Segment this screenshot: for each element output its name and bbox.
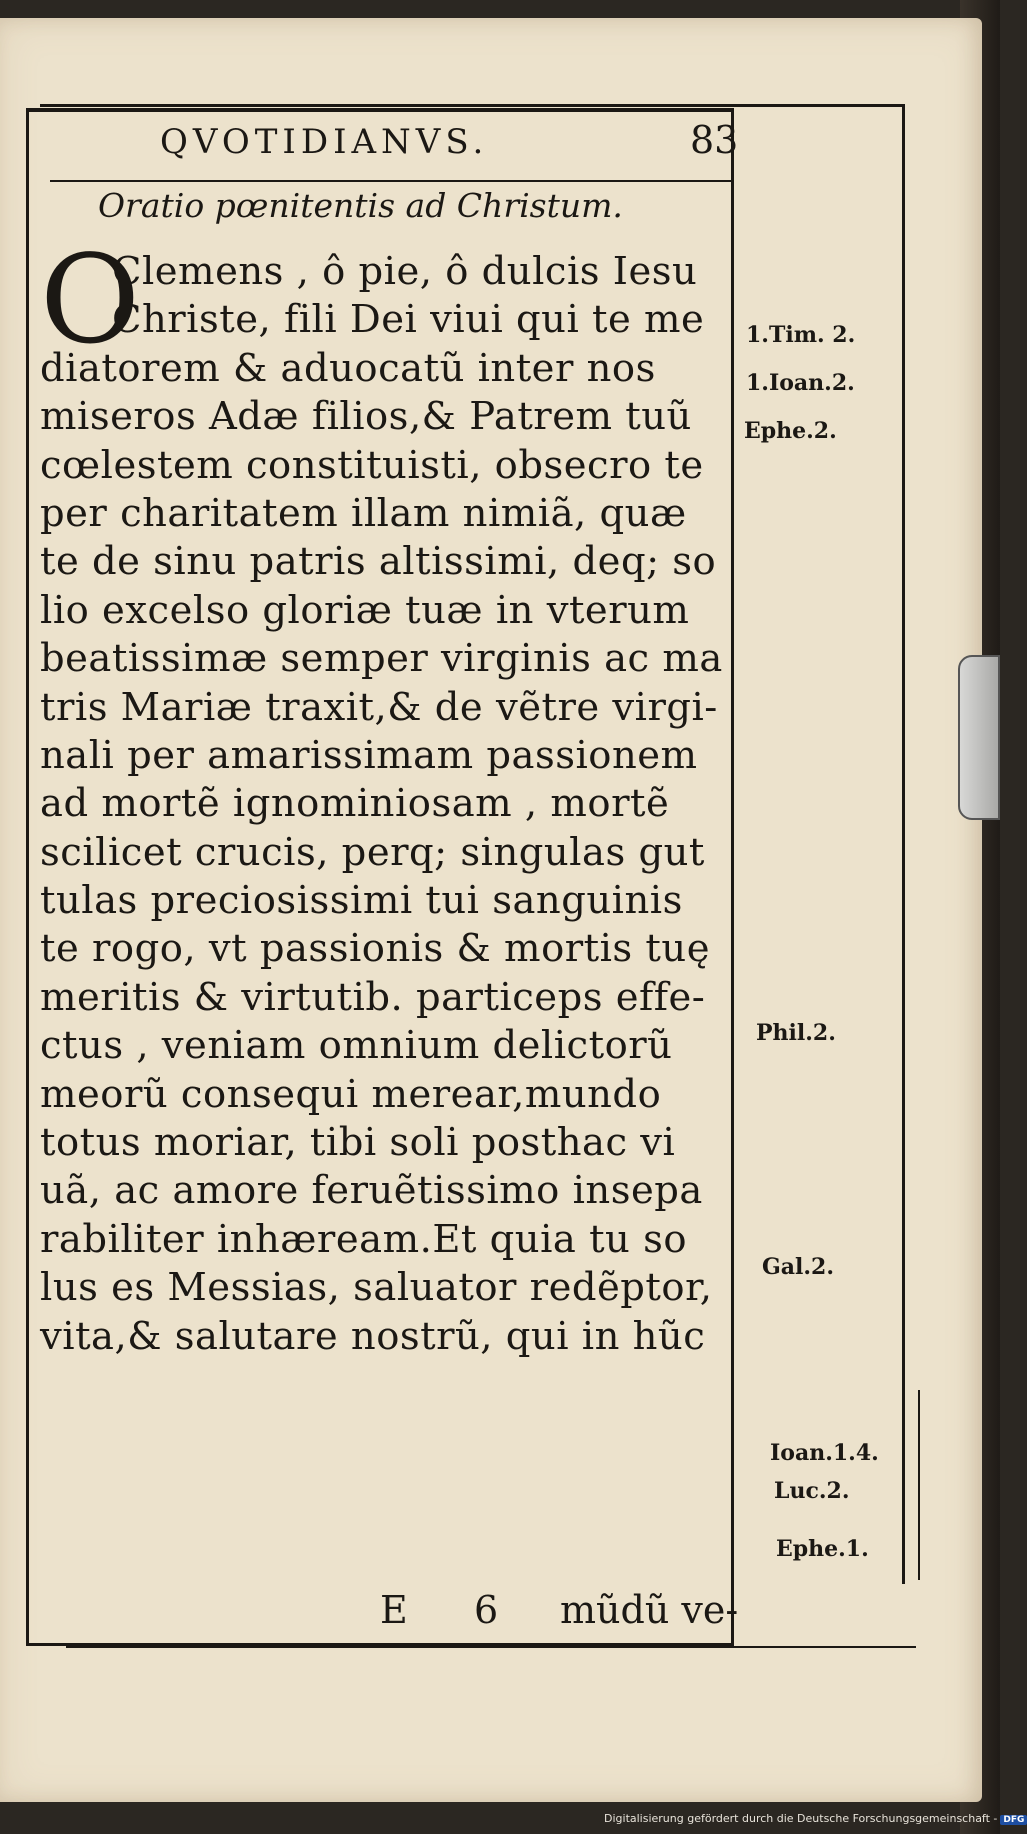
text-line: ad mortẽ ignominiosam , mortẽ — [40, 781, 670, 827]
page-header — [150, 118, 739, 174]
text-line: lio excelso gloriæ tuæ in vterum — [40, 587, 690, 633]
text-line: te de sinu patris altissimi, deq; so — [40, 539, 717, 585]
drop-cap: O — [40, 229, 141, 371]
margin-note-1ioan: 1.Ioan.2. — [746, 370, 855, 396]
dfg-logo: DFG — [1000, 1815, 1027, 1825]
outer-frame-top — [40, 104, 904, 107]
text-line: tris Mariæ traxit,& de vẽtre virgi- — [40, 684, 718, 730]
credit-text: Digitalisierung gefördert durch die Deutsche Forschungsgemeinschaft - — [604, 1812, 998, 1825]
margin-note-ioan: Ioan.1.4. — [770, 1440, 879, 1466]
text-line: per charitatem illam nimiã, quæ — [40, 490, 687, 536]
margin-note-1tim: 1.Tim. 2. — [746, 322, 856, 348]
prayer-title: Oratio pœnitentis ad Christum. — [98, 186, 623, 225]
text-line: tulas preciosissimi tui sanguinis — [40, 878, 683, 924]
text-line: Clemens , ô pie, ô dulcis Iesu — [112, 249, 698, 294]
text-line: ctus , veniam omnium delictorũ — [40, 1023, 673, 1069]
text-line: vita,& salutare nostrũ, qui in hũc — [40, 1313, 706, 1359]
text-line: uã, ac amore feruẽtissimo insepa — [40, 1168, 703, 1214]
running-title: QVOTIDIANVS. — [160, 122, 489, 162]
text-line: Christe, fili Dei viui qui te me — [112, 297, 705, 343]
text-line: meorũ consequi merear,mundo — [40, 1071, 662, 1117]
margin-note-phil: Phil.2. — [756, 1020, 836, 1046]
text-line: lus es Messias, saluator redẽptor, — [40, 1265, 713, 1311]
text-line: rabiliter inhæream.Et quia tu so — [40, 1216, 688, 1262]
outer-frame-right — [902, 104, 905, 1584]
margin-note-gal: Gal.2. — [762, 1254, 835, 1280]
digitization-credit — [604, 1812, 1027, 1825]
outer-frame-right-inner — [918, 1390, 920, 1580]
text-line: totus moriar, tibi soli posthac vi — [40, 1120, 676, 1166]
text-line: te rogo, vt passionis & mortis tuę — [40, 926, 710, 972]
page-number: 83 — [690, 118, 739, 162]
signature-number: 6 — [474, 1588, 499, 1632]
catchword: mũdũ ve- — [560, 1588, 739, 1632]
text-line: cœlestem constituisti, obsecro te — [40, 442, 704, 488]
text-line: beatissimæ semper virginis ac ma — [40, 636, 723, 682]
bottom-rule — [66, 1646, 916, 1648]
text-line: diatorem & aduocatũ inter nos — [40, 345, 656, 391]
text-line: meritis & virtutib. particeps effe- — [40, 974, 706, 1020]
margin-note-ephe2: Ephe.2. — [744, 418, 837, 444]
text-line: scilicet crucis, perq; singulas gut — [40, 829, 705, 875]
text-line: miseros Adæ filios,& Patrem tuũ — [40, 394, 692, 440]
body-text — [40, 229, 740, 1361]
signature-mark: E — [380, 1588, 408, 1632]
header-rule — [50, 180, 734, 182]
page-tab-marker — [958, 655, 1000, 820]
text-line: nali per amarissimam passionem — [40, 732, 698, 778]
margin-note-luc: Luc.2. — [774, 1478, 850, 1504]
margin-note-ephe1: Ephe.1. — [776, 1536, 869, 1562]
